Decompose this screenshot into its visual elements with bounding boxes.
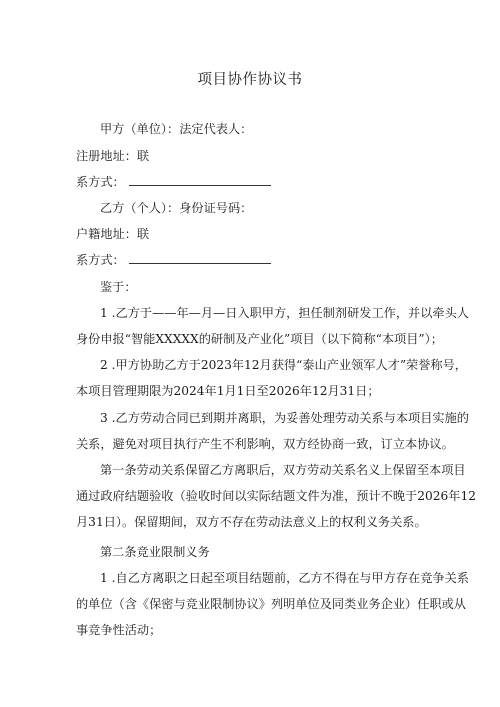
clause3-line2: 关系，避免对项目执行产生不利影响，双方经协商一致，订立本协议。 — [76, 437, 454, 451]
clause2-line1: 2 .甲方协助乙方于2023年12月获得“泰山产业领军人才”荣誉称号， — [100, 358, 467, 372]
contact-a-blank — [129, 175, 271, 186]
clause2-line2: 本项目管理期限为2024年1月1日至2026年12月31日； — [76, 384, 380, 398]
article1-line2: 通过政府结题验收（验收时间以实际结题文件为准，预计不晚于2026年12 — [76, 489, 476, 503]
clause1-line2: 身份申报“智能XXXXX的研制及产业化”项目（以下简称“本项目”）； — [76, 332, 443, 346]
whereas-heading: 鉴于： — [100, 280, 137, 294]
registered-address-line: 注册地址：联 — [76, 149, 150, 163]
article2-line1: 1 .自乙方离职之日起至项目结题前，乙方不得在与甲方存在竞争关系 — [100, 571, 469, 585]
article1-line3: 月31日）。保留期间，双方不存在劳动法意义上的权利义务关系。 — [76, 515, 427, 529]
contact-b-blank — [129, 253, 271, 264]
document-title: 项目协作协议书 — [197, 72, 303, 88]
contact-a-line — [76, 174, 271, 190]
article2-heading: 第二条竞业限制义务 — [100, 545, 210, 559]
household-address-line: 户籍地址：联 — [76, 227, 150, 241]
contact-b-line — [76, 252, 271, 268]
article2-line3: 事竞争性活动； — [76, 623, 162, 637]
party-a-line: 甲方（单位）：法定代表人： — [100, 122, 253, 136]
article2-line2: 的单位（含《保密与竞业限制协议》列明单位及同类业务企业）任职或从 — [76, 597, 466, 611]
contact-a-label: 系方式： — [76, 175, 125, 189]
article1-line1: 第一条劳动关系保留乙方离职后，双方劳动关系名义上保留至本项目 — [100, 463, 466, 477]
clause1-line1: 1 .乙方于——年—月—日入职甲方，担任制剂研发工作，并以牵头人 — [100, 306, 469, 320]
clause3-line1: 3 .乙方劳动合同已到期并离职，为妥善处理劳动关系与本项目实施的 — [100, 411, 469, 425]
contact-b-label: 系方式： — [76, 253, 125, 267]
party-b-line: 乙方（个人）：身份证号码： — [100, 201, 253, 215]
